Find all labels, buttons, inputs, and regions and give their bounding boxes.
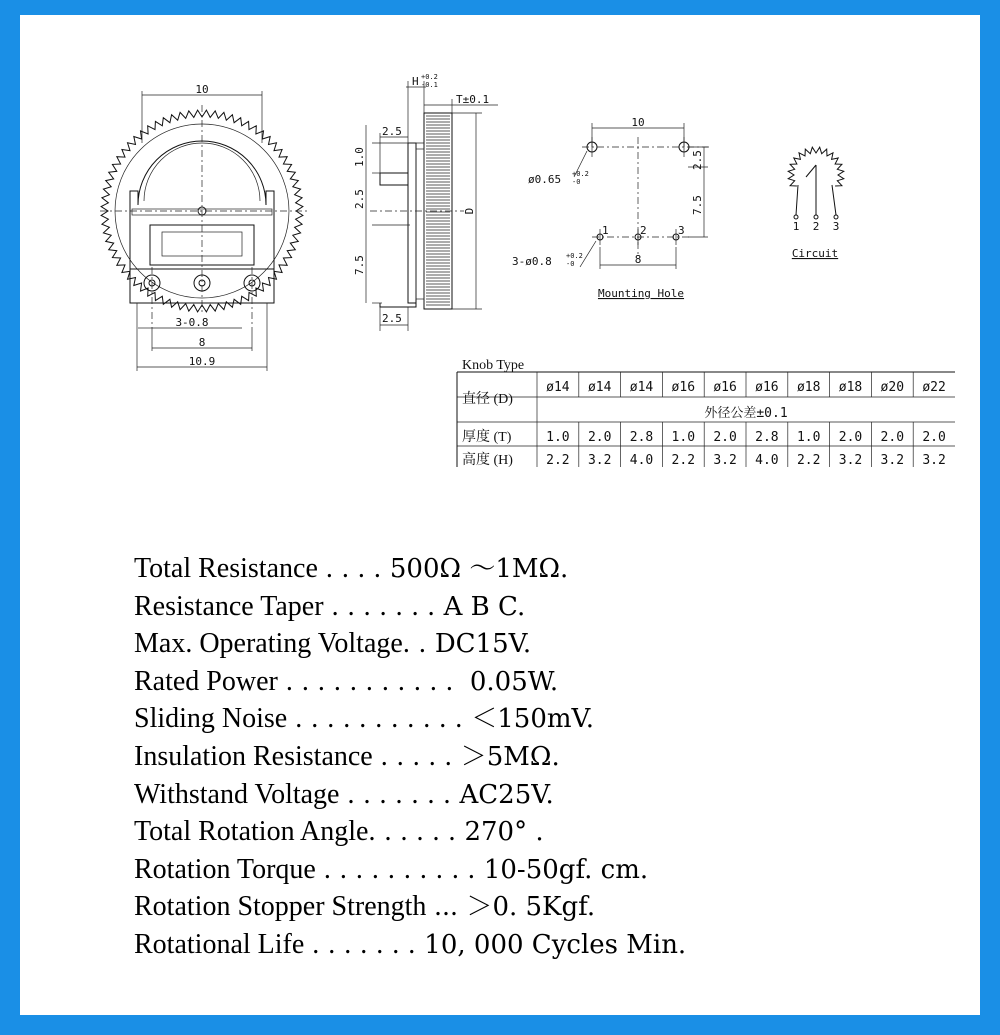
datasheet-panel xyxy=(20,15,980,1015)
side-d-dim: D xyxy=(463,207,476,215)
table-cell: 1.0 xyxy=(546,430,570,445)
side-bottom-dim: 2.5 xyxy=(382,312,402,325)
spec-row xyxy=(134,588,894,626)
mount-vert-large-dim: 7.5 xyxy=(691,195,704,215)
knob-table-title: Knob Type xyxy=(462,358,525,373)
row-diameter-label: 直径 (D) xyxy=(462,392,513,407)
table-cell: 2.0 xyxy=(713,430,737,445)
side-view xyxy=(353,73,498,331)
spec-label: Rotational Life xyxy=(134,928,305,960)
table-cell: 3.2 xyxy=(587,453,612,468)
front-overall-dim: 10.9 xyxy=(188,355,216,368)
circuit-leads xyxy=(796,165,836,215)
housing-side xyxy=(408,143,416,303)
spec-label: Resistance Taper xyxy=(134,590,324,622)
mount-pin-label-3: 3 xyxy=(678,224,685,237)
mount-big-hole-dim: ø0.65 xyxy=(528,173,562,186)
table-cell: 3.2 xyxy=(713,453,737,468)
spec-leader-dots: . . . . . . . xyxy=(339,778,460,810)
spec-leader-dots: . . . . . . . . . . . xyxy=(277,665,470,697)
spec-leader-dots: . . . . . . . xyxy=(323,590,444,622)
spec-value: ＞5MΩ. xyxy=(460,741,560,772)
mounting-hole-view xyxy=(512,116,710,300)
table-cell: 2.2 xyxy=(671,453,696,468)
spec-label: Rated Power xyxy=(134,665,278,697)
table-cell: 3.2 xyxy=(922,453,946,468)
svg-text:+0.2: +0.2 xyxy=(421,73,438,81)
table-cell: 2.0 xyxy=(838,430,863,445)
spec-row xyxy=(134,738,894,776)
spec-row xyxy=(134,776,894,814)
table-cell: 2.0 xyxy=(922,430,946,445)
table-cell: 2.8 xyxy=(629,430,654,445)
spec-leader-dots: . . . . . . . . . . xyxy=(315,853,484,885)
spec-value: 10, 000 Cycles Min. xyxy=(424,929,687,960)
front-pin-span-dim: 8 xyxy=(198,336,206,349)
circuit-wiper xyxy=(806,165,816,177)
spec-value: 0.05W. xyxy=(469,666,559,697)
spec-label: Sliding Noise xyxy=(134,703,288,735)
spec-value: ＞0. 5Kgf. xyxy=(466,892,596,923)
front-pins-dim: 3-0.8 xyxy=(175,316,209,329)
housing-sides xyxy=(130,191,274,277)
table-cell: 1.0 xyxy=(796,430,821,445)
table-cell: ø16 xyxy=(671,380,696,395)
table-cell: ø22 xyxy=(922,380,946,395)
spec-row xyxy=(134,888,894,926)
mount-vert-small-dim: 2.5 xyxy=(691,150,704,170)
knob-knurling xyxy=(426,116,450,305)
table-cell: ø18 xyxy=(838,380,863,395)
table-cell: 3.2 xyxy=(838,453,863,468)
spec-row xyxy=(134,926,894,964)
spec-value: AC25V. xyxy=(459,779,554,810)
mount-pin-label-2: 2 xyxy=(640,224,647,237)
spec-row xyxy=(134,813,894,851)
spec-value: 500Ω ～1MΩ. xyxy=(389,554,569,584)
spec-leader-dots: . . . . . xyxy=(372,740,461,772)
spec-leader-dots: ... xyxy=(426,891,467,923)
spec-value: ＜150mV. xyxy=(471,704,595,735)
side-shaft-dim: 2.5 xyxy=(382,125,402,138)
side-t-dim: T±0.1 xyxy=(456,93,490,106)
spec-label: Max. Operating Voltage xyxy=(134,628,403,660)
table-cell: 2.2 xyxy=(796,453,821,468)
row-height-label: 高度 (H) xyxy=(462,453,513,468)
specifications-list xyxy=(134,550,894,964)
spec-value: 270° . xyxy=(464,817,544,848)
front-view xyxy=(100,83,310,371)
spec-row xyxy=(134,550,894,588)
spec-row xyxy=(134,663,894,701)
svg-text:-0: -0 xyxy=(566,260,575,268)
svg-text:-0.1: -0.1 xyxy=(421,81,438,89)
tolerance-note: 外径公差±0.1 xyxy=(704,406,788,421)
table-cell: ø14 xyxy=(587,380,612,395)
side-low-dim: 7.5 xyxy=(353,255,366,275)
svg-text:+0.2: +0.2 xyxy=(566,252,583,260)
spec-row xyxy=(134,851,894,889)
mounting-tab xyxy=(380,303,416,307)
spec-label: Rotation Torque xyxy=(134,853,316,885)
table-cell: ø20 xyxy=(880,380,905,395)
spec-leader-dots: . . . . . . xyxy=(368,816,465,848)
table-cell: 2.2 xyxy=(546,453,570,468)
spec-leader-dots: . . xyxy=(402,628,435,660)
shaft xyxy=(380,173,408,185)
circuit-pin-label-2: 2 xyxy=(812,220,820,233)
spec-value: 10-50gf. cm. xyxy=(483,854,649,885)
spec-label: Rotation Stopper Strength xyxy=(134,891,427,923)
svg-text:+0.2: +0.2 xyxy=(572,170,589,178)
spec-leader-dots: . . . . xyxy=(317,553,390,584)
knob-type-table xyxy=(457,358,955,468)
table-cell: 4.0 xyxy=(629,453,654,468)
mount-bottom-span-dim: 8 xyxy=(634,253,642,266)
spec-value: DC15V. xyxy=(434,629,532,660)
table-cell: 4.0 xyxy=(755,453,779,468)
spec-leader-dots: . . . . . . . . . . . xyxy=(287,703,472,735)
mount-small-holes-dim: 3-ø0.8 xyxy=(512,255,552,268)
spec-row xyxy=(134,625,894,663)
side-mid-dim: 2.5 xyxy=(353,189,366,209)
circuit-title: Circuit xyxy=(791,247,839,260)
table-cell: ø16 xyxy=(755,380,779,395)
side-top-dim: 1.0 xyxy=(353,147,366,167)
spec-label: Total Rotation Angle xyxy=(134,816,369,848)
spec-leader-dots: . . . . . . . xyxy=(304,928,425,960)
side-h-dim: H xyxy=(412,75,419,88)
table-cell: 2.0 xyxy=(880,430,905,445)
table-cell: 2.0 xyxy=(587,430,612,445)
technical-drawing xyxy=(20,15,980,475)
row-thickness-label: 厚度 (T) xyxy=(462,430,512,445)
table-cell: 1.0 xyxy=(671,430,696,445)
mounting-hole-title: Mounting Hole xyxy=(597,287,685,300)
mount-top-span-dim: 10 xyxy=(631,116,645,129)
table-cell: 3.2 xyxy=(880,453,905,468)
circuit-pin-label-3: 3 xyxy=(832,220,840,233)
table-cell: ø14 xyxy=(629,380,654,395)
table-cell: ø14 xyxy=(546,380,570,395)
mount-pin-label-1: 1 xyxy=(602,224,609,237)
front-width-dim: 10 xyxy=(195,83,209,96)
circuit-pin-label-1: 1 xyxy=(792,220,800,233)
spec-row xyxy=(134,700,894,738)
spec-label: Total Resistance xyxy=(134,553,318,584)
circuit-symbol xyxy=(788,147,844,260)
spec-value: A B C. xyxy=(443,591,526,622)
spec-label: Withstand Voltage xyxy=(134,778,340,810)
table-cell: ø18 xyxy=(796,380,821,395)
table-cell: ø16 xyxy=(713,380,737,395)
table-cell: 2.8 xyxy=(755,430,779,445)
svg-text:-0: -0 xyxy=(572,178,581,186)
spec-label: Insulation Resistance xyxy=(134,740,373,772)
